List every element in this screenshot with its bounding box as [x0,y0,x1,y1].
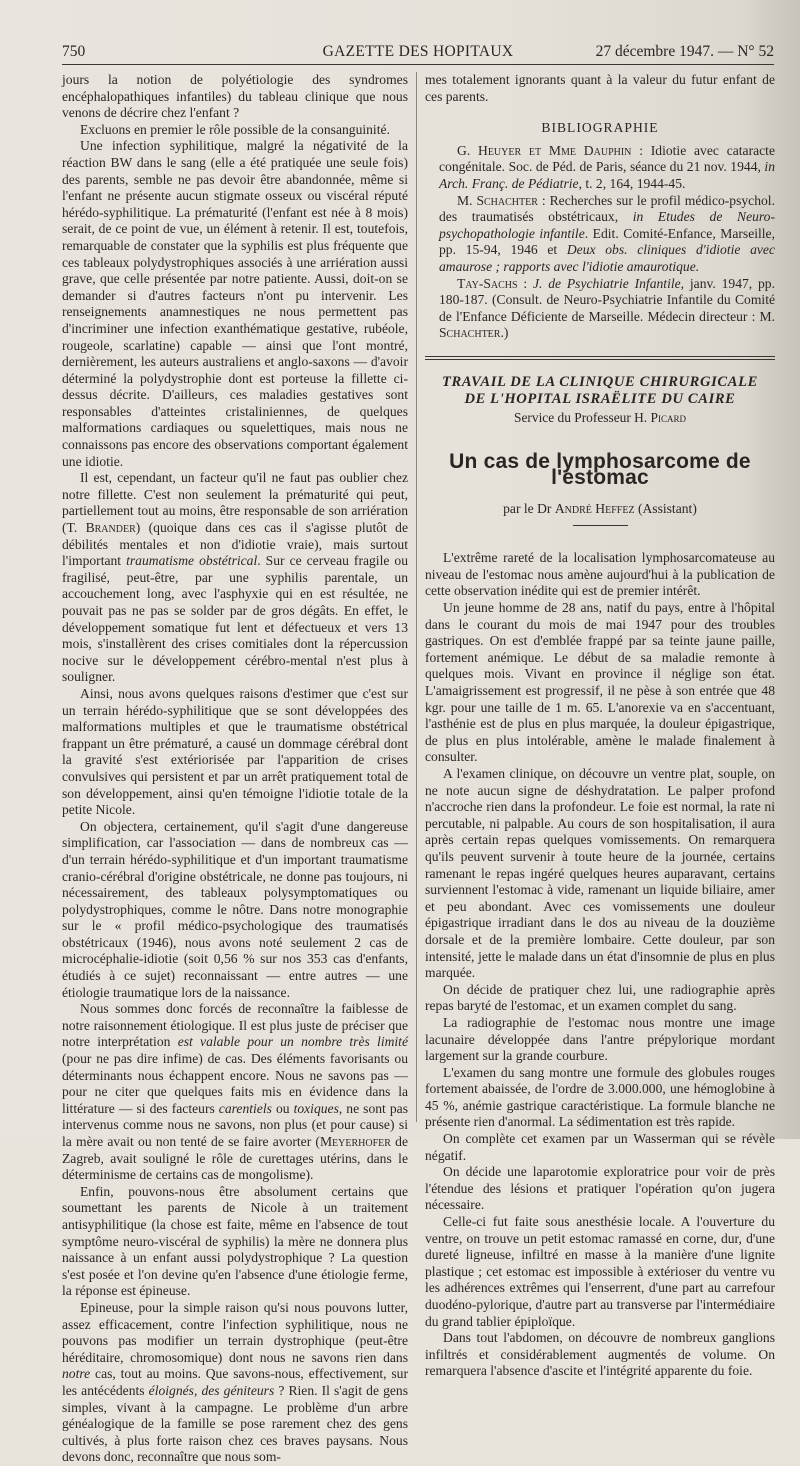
article-byline: par le Dr André Heffez (Assistant) [503,500,697,516]
title-rule [573,525,628,526]
paragraph: mes totalement ignorants quant à la valeur du futur enfant de ces parents. [425,72,775,104]
bibliography-entry: G. Heuyer et Mme Dauphin : Idiotie avec cataracte congénitale. Soc. de Péd. de Paris, séance du 21 nov. 1944, in Arch. Franç. de Pédiatrie, t. 2, 164, 1944-45. [439,142,775,191]
right-column [425,72,775,1380]
paragraph: On objectera, certainement, qu'il s'agit d'une dangereuse simplification, car l'association — dans de nombreux cas — d'un terrain hérédo-syphilitique et d'un important traumatisme cranio-cérébral d'origine obstétricale, ne donne pas toujours, ni nécessairement, des tableaux polysymptomatiques ou polydystrophiques, comme le nôtre. Dans notre monographie sur le « profil médico-psychologique des traumatisés obstétricaux (1946), nous avons noté seulement 2 cas de microcéphalie-idiotie (soit 0,56 % sur nos 353 cas d'enfants, étudiés à ce sujet) reconnaissant — entre autres — une étiologie traumatique lors de la naissance. [62,818,408,1000]
bibliography-entry: M. Schachter : Recherches sur le profil médico-psychol. des traumatisés obstétricaux, in Etudes de Neuro-psychopathologie infantile. Edit. Comité-Enfance, Marseille, pp. 15-94, 1946 et Deux obs. cliniques d'idiotie avec amaurose ; rapports avec l'idiotie amaurotique. [439,192,776,274]
paragraph: Epineuse, pour la simple raison qu'si nous pouvons lutter, assez efficacement, contre l'infection syphilitique, nous ne pouvons pas modifier un terrain dystrophique (peut-être héréditaire, chromosomique) dont nous ne savons rien dans notre cas, tout au moins. Que savons-nous, effectivement, sur les antécédents éloignés, des géniteurs ? Rien. Il s'agit de gens simples, vivant à la campagne. Le problème d'un arbre généalogique de la famille se pose rarement chez des gens cultivés, à plus forte raison chez ces braves paysans. Nous devons donc, reconnaître que nous som- [62,1299,408,1465]
paragraph: Excluons en premier le rôle possible de la consanguinité. [80,121,390,137]
paragraph: Un jeune homme de 28 ans, natif du pays, entre à l'hôpital dans le courant du mois de mai 1947 pour des troubles gastriques. On est d'emblée frappé par sa teinte jaune paille, fortement anémique. Le début de sa maladie remonte à quelques mois. Vivant en province il néglige son état. L'amaigrissement est progressif, il ne pèse à son entrée que 48 kgr. pour une taille de 1 m. 65. L'anorexie va en s'accentuant, l'asthénie est de plus en plus marquée, la douleur épigastrique, de plus en plus intolérable, amène le malade finalement à consulter. [425,600,775,765]
paragraph: L'examen du sang montre une formule des globules rouges fortement abaissée, de l'ordre de 3.000.000, une hémoglobine à 45 %, anémie gastrique caractéristique. La formule blanche ne présente rien d'anormal. La sédimentation est très rapide. [425,1064,775,1130]
column-divider [416,72,417,1122]
paragraph: jours la notion de polyétiologie des syndromes encéphalopathiques infantiles) du tableau clinique que nous venons de décrire chez l'enfant ? [62,72,408,121]
bibliography-heading: BIBLIOGRAPHIE [541,120,659,136]
article-title: Un cas de lymphosarcome de l'estomac [449,449,751,490]
paragraph: On décide de pratiquer chez lui, une radiographie après repas baryté de l'estomac, et un examen complet du sang. [425,981,775,1014]
paragraph: Il est, cependant, un facteur qu'il ne faut pas oublier chez notre fillette. C'est non seulement la prématurité qui peut, partiellement tout au moins, être responsable de son arriération (T. Brander) (quoique dans ces cas il s'agisse plutôt de débilités mentales et non d'idiotie vraie), mais surtout l'important traumatisme obstétrical. Sur ce cerveau fragile ou fragilisé, peut-être, par une syphilis parentale, un accouchement long, avec l'asphyxie qui en est résultée, ne pouvait pas ne pas se solder par de gros dégâts. En effet, le développement somatique fut lent et défectueux et vers 13 mois, s'installèrent des crises comitiales dont la répercussion nocive sur le développement cérébro-mental n'est plus à souligner. [62,470,409,685]
service-line: Service du Professeur H. Picard [514,409,686,425]
paragraph: L'extrême rareté de la localisation lymphosarcomateuse au niveau de l'estomac nous amène aujourd'hui à la publication de cette observation inédite qui est de premier intérêt. [425,550,775,599]
paragraph: La radiographie de l'estomac nous montre une image lacunaire développée dans l'antre prépylorique mordant largement sur la grande courbure. [425,1014,775,1064]
issue-date: 27 décembre 1947. — N° 52 [595,43,774,60]
paragraph: Celle-ci fut faite sous anesthésie locale. A l'ouverture du ventre, on trouve un petit estomac ramassé en corne, dur, d'une dureté ligneuse, infiltré en masse à la manière d'une lignite plastique ; cet estomac est impossible à extérioser du ventre vu les adhérences extrêmes qui l'enserrent, d'une part au carrefour duodéno-pylorique, d'autre part au transverse par l'intermédiaire du grand tablier épiploïque. [425,1214,775,1329]
bibliography-entry: Tay-Sachs : J. de Psychiatrie Infantile, janv. 1947, pp. 180-187. (Consult. de Neuro-Psychiatrie Infantile du Comité de l'Enfance Déficiente de Marseille. Médecin directeur : M. Schachter.) [439,275,775,341]
paragraph: Une infection syphilitique, malgré la négativité de la réaction BW dans le sang (elle a été pratiquée une seule fois) des parents, semble ne pas devoir être abandonnée, même si l'enfant ne présente aucun stigmate osseux ou viscéral réputé hérédo-syphilitique. La prématurité (l'enfant est née à 8 mois) serait, de ce point de vue, un élément à retenir. Il est, toutefois, remarquable de constater que la syphilis est plus fréquente que ces tableaux polydystrophiques associés à une arriération aussi grave, que celle présentée par notre patiente. Aussi, doit-on se demander si d'autres facteurs n'ont pu intervenir. Les renseignements anamnestiques ne nous permettent pas d'incriminer une infection exanthématique gestative, rubéole, rougeole, scarlatine) capable — ainsi que l'ont montré, dernièrement, les auteurs australiens et anglo-saxons — d'avoir déterminé la polydystrophie dont est porteuse la fillette ci-dessus décrite. D'ailleurs, ces maladies gestatives sont responsables d'atteintes cristaliniennes, de quelques malformations cardiaques ou squelettiques, mais nous ne connaissons pas encore des observations comportant également une idiotie. [62,138,408,469]
section-separator [425,356,775,360]
section-heading: TRAVAIL DE LA CLINIQUE CHIRURGICALE DE L'HOPITAL ISRAËLITE DU CAIRE [442,373,758,407]
paragraph: On décide une laparotomie exploratrice pour voir de près l'étendue des lésions et pratiquer l'opération qu'on jugera nécessaire. [425,1164,775,1213]
paragraph: Dans tout l'abdomen, on découvre de nombreux ganglions infiltrés et considérablement augmentés de volume. On remarquera l'absence d'ascite et l'intégrité apparente du foie. [425,1330,775,1379]
paragraph: Ainsi, nous avons quelques raisons d'estimer que c'est sur un terrain hérédo-syphilitique que se sont développées des malformations multiples et que le traumatisme obstétrical frappant un être prématuré, a causé un dommage cérébral dont la gravité s'est extériorisée par l'apparition de crises convulsives qui persistent et par un arrêt pratiquement total de son développement, ainsi qu'en témoigne l'idiotie totale de la petite Nicole. [62,685,408,818]
article-body [425,550,775,1380]
left-column [62,72,408,1466]
journal-title: GAZETTE DES HOPITAUX [322,43,514,60]
page-number: 750 [62,43,86,60]
paragraph: On complète cet examen par un Wasserman qui se révèle négatif. [425,1131,775,1163]
paragraph: Enfin, pouvons-nous être absolument certains que soumettant les parents de Nicole à un traitement antisyphilitique (la chose est faite, même en l'absence de tout symptôme neuro-viscéral de syphilis) la mère ne donnera plus naissance à un enfant aussi polydystrophique ? La question s'est posée et l'on devine qu'en l'absence d'une étiologie ferme, la réponse est épineuse. [62,1183,408,1299]
paragraph: Nous sommes donc forcés de reconnaître la faiblesse de notre raisonnement étiologique. Il est plus juste de préciser que notre interprétation est valable pour un nombre très limité (pour ne pas dire infime) de cas. Des éléments favorisants ou déterminants nous échappent encore. Nous ne savons pas — pour ne citer que quelques faits mis en évidence dans la littérature — si des facteurs carentiels ou toxiques, ne sont pas intervenus comme nous ne savons, non plus (et pour cause) si la mère avait ou non tenté de se faire avorter (Meyerhofer de Zagreb, avait souligné le rôle de curettages utérins, dans le déterminisme de certains cas de mongolisme). [62,1001,408,1183]
page-header [62,40,774,65]
paragraph: A l'examen clinique, on découvre un ventre plat, souple, on ne note aucun signe de déshydratation. Le palper profond n'accroche rien dans la profondeur. Le foie est normal, la rate ni percutable, ni palpable. Au cours de son hospitalisation, il aura après certain repas quelques vomissements. On remarquera qu'ils peuvent survenir à toute heure de la journée, certains ramenant le repas ingéré quelques heures auparavant, certains surviennent l'estomac à vide, ramenant un liquide biliaire, amer et peu abondant. Avec ces vomissements une douleur épigastrique irradiant dans le dos au niveau de la douzième dorsale et de la première lombaire. Cette douleur, par son intensité, jette le malade dans un état d'insomnie de plus en plus marquée. [425,766,775,981]
